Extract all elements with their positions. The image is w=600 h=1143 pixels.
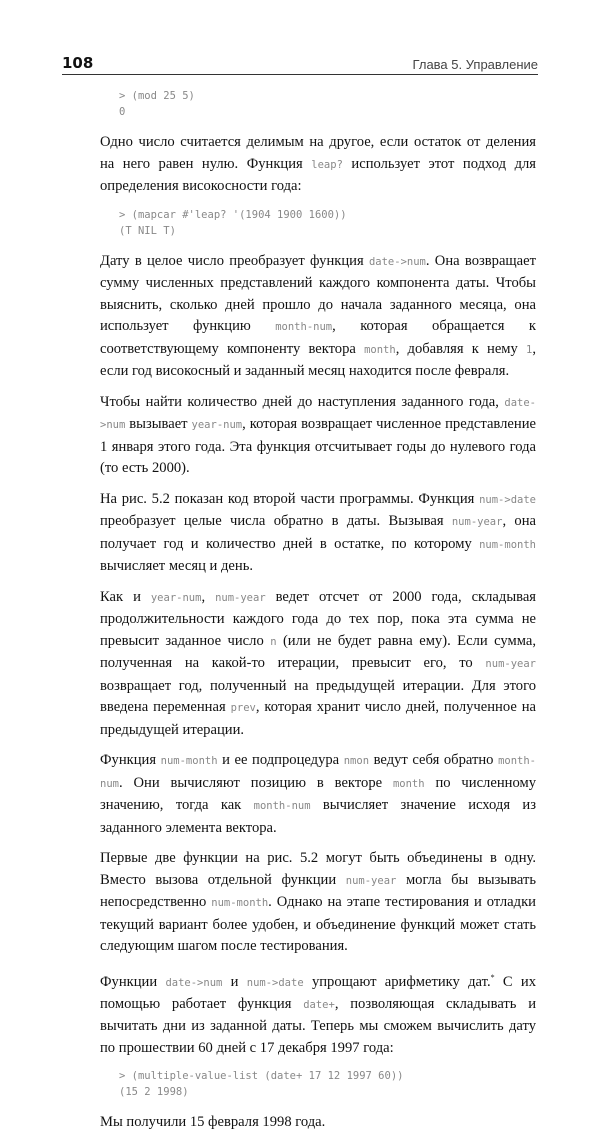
text-run: Функция — [100, 752, 161, 768]
text-run: , которая возвращает численное представление 1 января этого года. Эта функция отсчитывает годы до нулевого года (то есть 2000). — [100, 416, 536, 476]
paragraph — [100, 750, 536, 839]
text-run: могла бы вызывать непосредственно — [100, 871, 536, 910]
text-run: вызывает — [125, 416, 192, 432]
text-run: , — [201, 588, 216, 605]
inline-code: month — [364, 343, 396, 356]
text-run: вычисляет месяц и день. — [100, 558, 254, 574]
paragraph — [100, 587, 536, 742]
inline-code: n — [270, 635, 277, 648]
inline-code: num->date — [479, 493, 536, 506]
inline-code: num->date — [246, 976, 304, 989]
code-line: > (multiple-value-list (date+ 17 12 1997 60)) — [119, 1070, 404, 1083]
page-number: 108 — [62, 54, 94, 72]
paragraph — [100, 967, 536, 1060]
inline-code: year-num — [150, 591, 202, 604]
paragraph — [100, 392, 536, 480]
inline-code: 1 — [526, 343, 533, 356]
code-line: > (mod 25 5) — [119, 90, 195, 102]
paragraph — [100, 251, 536, 383]
inline-code: month-num — [100, 755, 536, 790]
text-run: вычисляет значение исходя из заданного элемента вектора. — [100, 797, 536, 836]
inline-code: year-num — [191, 419, 243, 431]
text-run: возвращает год, полученный на предыдущей итерации. Для этого введена переменная — [100, 677, 536, 715]
paragraph — [100, 1112, 536, 1134]
inline-code: date->num — [100, 396, 536, 431]
text-run: . Они вычисляют позицию в векторе — [118, 774, 393, 791]
code-line: > (mapcar #'leap? '(1904 1900 1600)) — [119, 208, 347, 221]
inline-code: month-num — [253, 800, 311, 812]
text-run: Функции — [100, 973, 166, 990]
text-run: , добавляя к нему — [395, 340, 527, 357]
inline-code: leap? — [311, 158, 343, 171]
text-run: Мы получили 15 февраля 1998 года. — [100, 1114, 326, 1131]
text-run: Дату в целое число преобразует функция — [100, 252, 369, 269]
inline-code: month — [392, 777, 425, 790]
inline-code: num-year — [485, 658, 536, 670]
text-run: преобразует целые числа обратно в даты. Вызывая — [100, 513, 452, 529]
text-run: . Она возвращает сумму численных представлений каждого компонента даты. Чтобы выяснить, сколько дней прошло до начала заданного месяца, она использует функцию — [100, 252, 536, 334]
code-line: 0 — [119, 106, 126, 118]
inline-code: num-year — [451, 516, 503, 528]
inline-code: prev — [230, 702, 256, 714]
code-line: (15 2 1998) — [119, 1086, 189, 1099]
text-run: использует этот подход для определения високосности года: — [100, 155, 536, 194]
text-run: и ее подпроцедура — [217, 752, 344, 768]
paragraph — [100, 132, 536, 198]
text-run: . Однако на этапе тестирования и отладки текущий вариант более удобен, и объединение функций может стать следующим шагом после тестирования. — [100, 894, 536, 954]
code-example — [119, 207, 536, 239]
inline-code: num-year — [215, 591, 266, 604]
inline-code: date->num — [165, 976, 223, 989]
text-run: , которая обращается к соответствующему компоненту вектора — [100, 318, 536, 357]
footnote-marker: * — [490, 972, 495, 982]
page-body — [100, 88, 536, 1143]
code-line: (T NIL T) — [119, 224, 176, 237]
inline-code: num-year — [345, 874, 397, 887]
inline-code: num-month — [479, 538, 536, 551]
text-run: упрощают арифметику дат. — [303, 973, 491, 990]
inline-code: date+ — [303, 998, 335, 1011]
text-run: (или не будет равна ему). Если сумма, полученная на какой-то итерации, превысит его, то — [100, 632, 536, 671]
text-run: , она получает год и количество дней в остатке, по которому — [100, 513, 536, 552]
chapter-title: Глава 5. Управление — [412, 57, 538, 72]
text-run: , позволяющая складывать и вычитать дни из заданной даты. Теперь мы сможем вычислить дату по прошествии 60 дней с 17 декабря 1997 года: — [100, 995, 537, 1056]
text-run: ведет отсчет от 2000 года, складывая продолжительности каждого года до тех пор, пока эта сумма не превысит заданное число — [100, 588, 537, 649]
inline-code: num-month — [160, 755, 218, 767]
code-example — [119, 88, 536, 120]
text-run: На рис. 5.2 показан код второй части программы. Функция — [100, 490, 480, 507]
text-run: по численному значению, тогда как — [100, 774, 536, 813]
text-run: Как и — [100, 588, 151, 605]
inline-code: date->num — [368, 255, 426, 268]
code-example — [119, 1068, 536, 1100]
text-run: и — [222, 973, 247, 990]
inline-code: month-num — [275, 321, 333, 333]
inline-code: nmon — [343, 755, 370, 767]
text-run: , которая хранит число дней, полученное на предыдущей итерации. — [100, 699, 536, 738]
paragraph — [100, 848, 536, 958]
text-run: Первые две функции на рис. 5.2 могут быть объединены в одну. Вместо вызова отдельной функции — [100, 850, 536, 888]
text-run: С их помощью работает функция — [100, 973, 537, 1012]
inline-code: num-month — [211, 897, 269, 909]
text-run: ведут себя обратно — [369, 752, 499, 768]
page-header — [62, 50, 538, 75]
text-run: , если год високосный и заданный месяц находится после февраля. — [100, 340, 536, 379]
text-run: Чтобы найти количество дней до наступления заданного года, — [100, 393, 505, 410]
paragraph — [100, 489, 536, 578]
text-run: Одно число считается делимым на другое, если остаток от деления на него равен нулю. Функция — [100, 134, 536, 172]
